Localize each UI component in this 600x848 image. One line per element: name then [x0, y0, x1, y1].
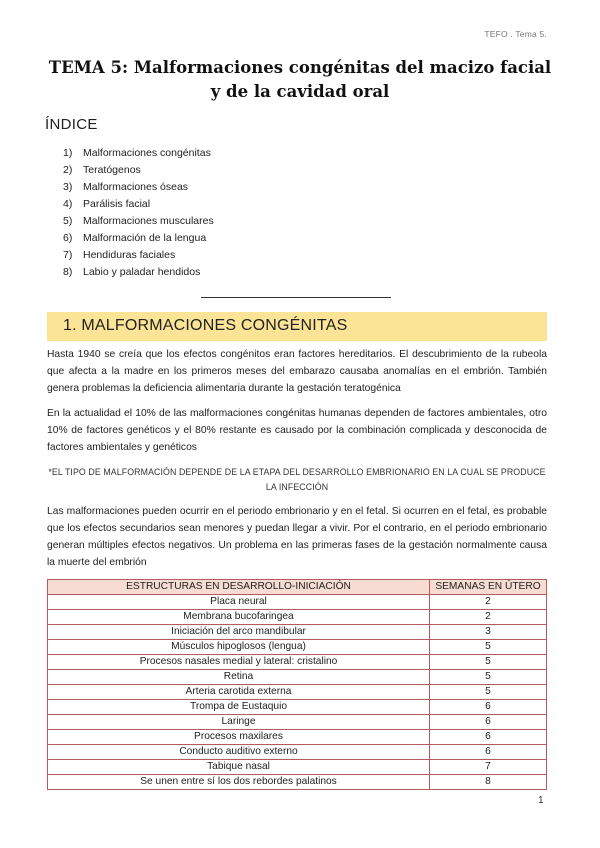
table-row [48, 610, 547, 625]
index-item-number: 5) [63, 215, 73, 227]
page-title-line-1: TEMA 5: Malformaciones congénitas del macizo facial [48, 58, 552, 77]
table-cell: 5 [430, 670, 547, 685]
page-title [40, 56, 560, 104]
index-item-label: Labio y paladar hendidos [83, 266, 201, 278]
table-row [48, 760, 547, 775]
note: *EL TIPO DE MALFORMACIÓN DEPENDE DE LA ETAPA DEL DESARROLLO EMBRIONARIO EN LA CUAL SE PRODUCE LA INFECCIÓN [48, 467, 546, 492]
index-item-number: 7) [63, 249, 73, 261]
table-cell: 2 [430, 595, 547, 610]
table-cell: Iniciación del arco mandibular [48, 625, 430, 640]
table-row [48, 625, 547, 640]
table-cell: 5 [430, 685, 547, 700]
index-item [63, 247, 214, 264]
index-heading: ÍNDICE [45, 116, 98, 133]
table-header-cell: SEMANAS EN ÚTERO [430, 580, 547, 595]
index-item-label: Teratógenos [83, 164, 141, 176]
table-cell: Músculos hipoglosos (lengua) [48, 640, 430, 655]
table-row [48, 775, 547, 790]
index-item-label: Malformaciones óseas [83, 181, 189, 193]
table-cell: 7 [430, 760, 547, 775]
paragraph: Hasta 1940 se creía que los efectos congénitos eran factores hereditarios. El descubrimiento de la rubeola que afecta a la madre en los primeros meses del embarazo causaba anomalías en el embrión. También genera problemas la deficiencia alimentaria durante la gestación teratogénica [47, 349, 547, 394]
index-item [63, 196, 214, 213]
table-cell: 3 [430, 625, 547, 640]
table-row [48, 670, 547, 685]
table-cell: 6 [430, 715, 547, 730]
paragraph: En la actualidad el 10% de las malformaciones congénitas humanas dependen de factores ambientales, otro 10% de factores genéticos y el 80% restante es causado por la combinación complicada y desconocida de factores ambientales y genéticos [47, 408, 547, 453]
index-item [63, 145, 214, 162]
index-item-number: 6) [63, 232, 73, 244]
table-cell: Se unen entre sí los dos rebordes palatinos [48, 775, 430, 790]
table-cell: Laringe [48, 715, 430, 730]
index-item [63, 230, 214, 247]
table-cell: Membrana bucofaringea [48, 610, 430, 625]
table-cell: Conducto auditivo externo [48, 745, 430, 760]
table-row [48, 715, 547, 730]
table-row [48, 685, 547, 700]
index-item-number: 2) [63, 164, 73, 176]
index-item-label: Malformaciones musculares [83, 215, 214, 227]
table-row [48, 730, 547, 745]
index-item [63, 162, 214, 179]
index-item-number: 3) [63, 181, 73, 193]
table-header-row [48, 580, 547, 595]
index-item-label: Hendiduras faciales [83, 249, 176, 261]
table-cell: Procesos maxilares [48, 730, 430, 745]
table-row [48, 655, 547, 670]
index-item-number: 8) [63, 266, 73, 278]
table-cell: Arteria carotida externa [48, 685, 430, 700]
table-row [48, 700, 547, 715]
index-item-label: Malformación de la lengua [83, 232, 207, 244]
section-heading: 1. MALFORMACIONES CONGÉNITAS [63, 317, 348, 334]
table-cell: 5 [430, 655, 547, 670]
development-table [47, 579, 547, 790]
table-cell: Procesos nasales medial y lateral: cristalino [48, 655, 430, 670]
table-cell: Tabique nasal [48, 760, 430, 775]
table-cell: 5 [430, 640, 547, 655]
divider [201, 297, 391, 298]
index-item-number: 4) [63, 198, 73, 210]
index-item [63, 213, 214, 230]
index-item [63, 179, 214, 196]
table-cell: Placa neural [48, 595, 430, 610]
table-row [48, 595, 547, 610]
running-header: TEFO . Tema 5. [484, 29, 547, 39]
table-cell: 6 [430, 700, 547, 715]
table-header-cell: ESTRUCTURAS EN DESARROLLO-INICIACIÓN [48, 580, 430, 595]
table-cell: Trompa de Eustaquio [48, 700, 430, 715]
table-cell: 6 [430, 745, 547, 760]
table-row [48, 745, 547, 760]
index-item-number: 1) [63, 147, 73, 159]
index-item-label: Malformaciones congénitas [83, 147, 211, 159]
table-cell: 6 [430, 730, 547, 745]
table-row [48, 640, 547, 655]
index-item [63, 264, 214, 281]
index-item-label: Parálisis facial [83, 198, 151, 210]
page-title-line-2: y de la cavidad oral [210, 82, 390, 101]
page-number: 1 [538, 795, 544, 806]
paragraph: Las malformaciones pueden ocurrir en el periodo embrionario y en el fetal. Si ocurren en el fetal, es probable que los efectos secundarios sean menores y puedan llegar a vivir. Por el contrario, en el periodo embrionario generan múltiples efectos negativos. Un problema en las primeras fases de la gestación normalmente causa la muerte del embrión [47, 506, 547, 568]
table-cell: Retina [48, 670, 430, 685]
table-cell: 2 [430, 610, 547, 625]
table-cell: 8 [430, 775, 547, 790]
index-list [63, 145, 214, 281]
